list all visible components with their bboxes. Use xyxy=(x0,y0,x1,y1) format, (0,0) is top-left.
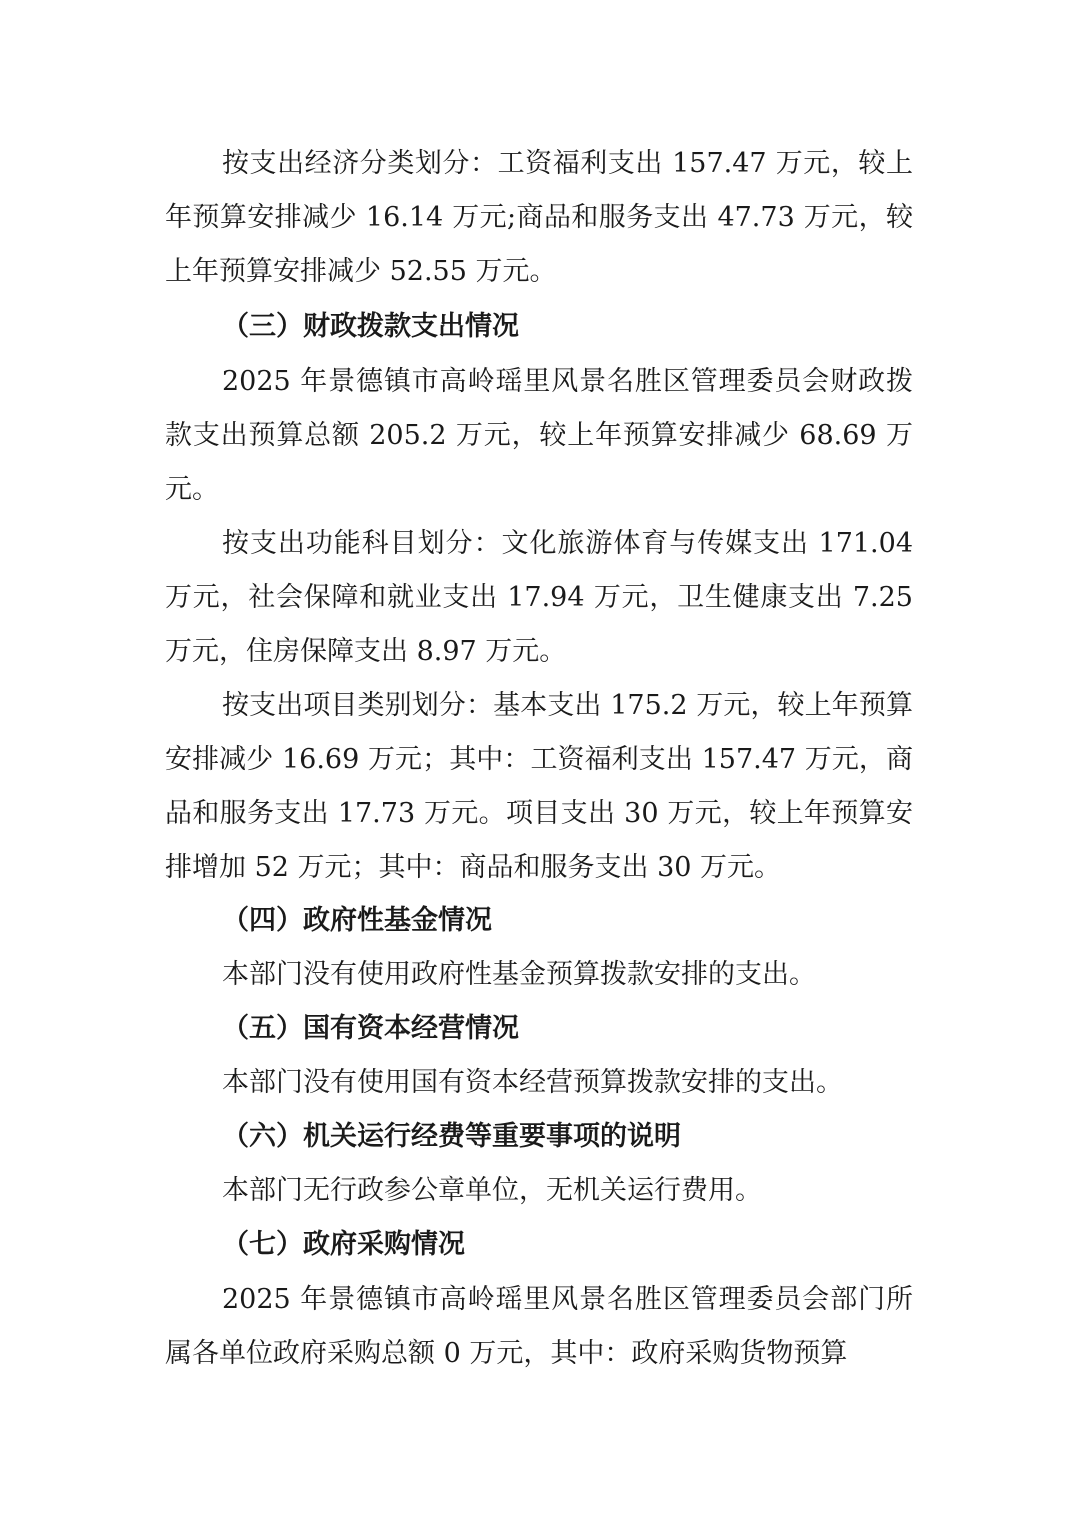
heading-fiscal-expenditure: （三）财政拨款支出情况 xyxy=(222,311,519,342)
paragraph-government-procurement: 2025 年景德镇市高岭瑶里风景名胜区管理委员会部门所属各单位政府采购总额 0 万元，其中：政府采购货物预算 xyxy=(165,1284,913,1369)
paragraph-functional-classification: 按支出功能科目划分：文化旅游体育与传媒支出 171.04 万元，社会保障和就业支出 17.94 万元，卫生健康支出 7.25 万元，住房保障支出 8.97 万元。 xyxy=(165,528,913,667)
paragraph-government-fund: 本部门没有使用政府性基金预算拨款安排的支出。 xyxy=(222,959,816,990)
heading-government-procurement: （七）政府采购情况 xyxy=(222,1229,465,1260)
heading-state-capital: （五）国有资本经营情况 xyxy=(222,1013,519,1044)
heading-government-fund: （四）政府性基金情况 xyxy=(222,905,492,936)
heading-operating-expenses: （六）机关运行经费等重要事项的说明 xyxy=(222,1121,681,1152)
paragraph-project-classification: 按支出项目类别划分：基本支出 175.2 万元，较上年预算安排减少 16.69 万元；其中：工资福利支出 157.47 万元，商品和服务支出 17.73 万元。项目支出 30 万元，较上年预算安排增加 52 万元；其中：商品和服务支出 30 万元。 xyxy=(165,690,913,883)
paragraph-fiscal-total: 2025 年景德镇市高岭瑶里风景名胜区管理委员会财政拨款支出预算总额 205.2 万元，较上年预算安排减少 68.69 万元。 xyxy=(165,366,913,505)
paragraph-state-capital: 本部门没有使用国有资本经营预算拨款安排的支出。 xyxy=(222,1067,843,1098)
paragraph-economic-classification: 按支出经济分类划分：工资福利支出 157.47 万元，较上年预算安排减少 16.14 万元;商品和服务支出 47.73 万元，较上年预算安排减少 52.55 万元。 xyxy=(165,148,913,287)
paragraph-operating-expenses: 本部门无行政参公章单位，无机关运行费用。 xyxy=(222,1175,762,1206)
